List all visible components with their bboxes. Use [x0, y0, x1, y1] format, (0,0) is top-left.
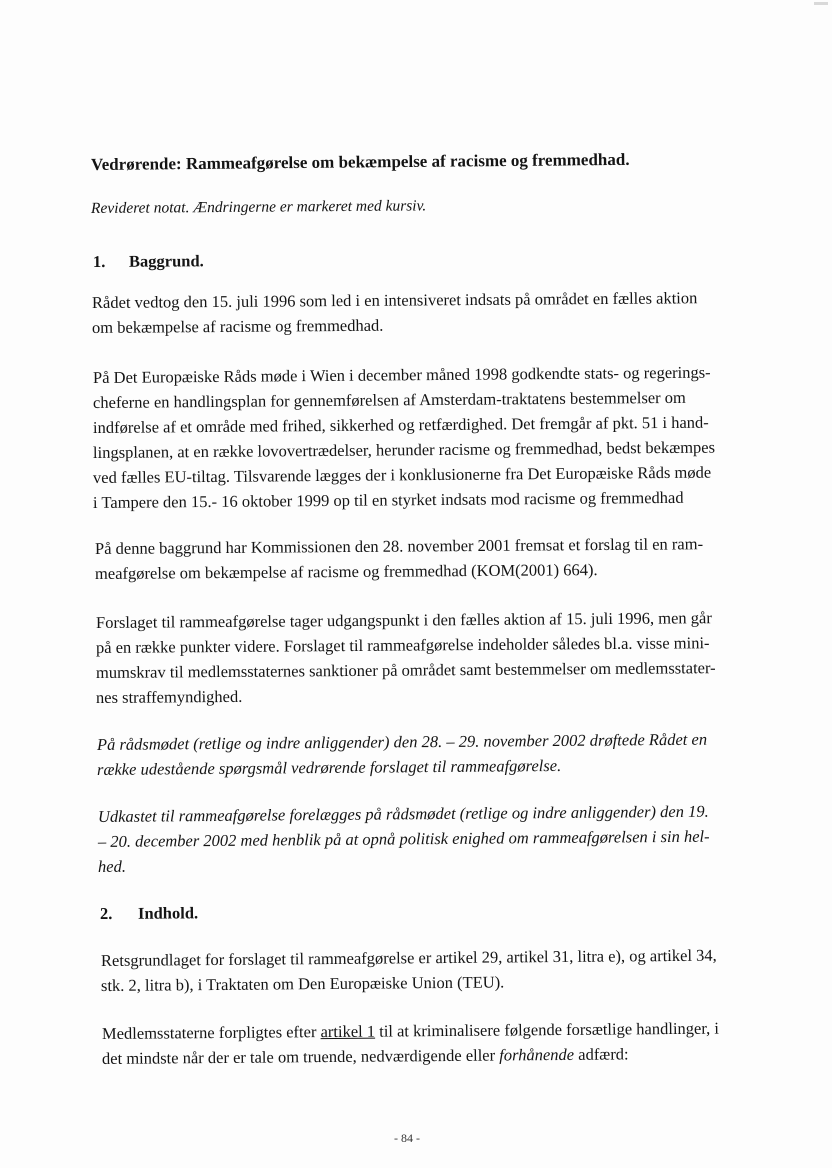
scan-mark — [814, 2, 828, 5]
paragraph-line: stk. 2, litra b), i Traktaten om Den Europæiske Union (TEU). — [100, 972, 505, 995]
paragraph-line — [102, 1044, 629, 1069]
paragraph-line: Forslaget til rammeafgørelse tager udgangspunkt i den fælles aktion af 15. juli 1996, men går — [95, 608, 712, 632]
section-title: Indhold. — [137, 903, 199, 923]
text-run: Medlemsstaterne forpligtes efter — [101, 1022, 321, 1043]
paragraph-line: mumskrav til medlemsstaternes sanktioner på området samt bestemmelser om medlemsstater- — [95, 658, 716, 682]
page-number: - 84 - — [394, 1131, 420, 1145]
paragraph-line: På rådsmødet (retlige og indre anliggender) den 28. – 29. november 2002 drøftede Rådet en — [96, 729, 708, 754]
section-number: 1. — [92, 251, 106, 271]
paragraph-line: Udkastet til rammeafgørelse forelægges på rådsmødet (retlige og indre anliggender) den 19. — [97, 801, 709, 826]
section-number: 2. — [99, 903, 113, 923]
paragraph-line: nes straffemyndighed. — [95, 686, 243, 707]
paragraph-line: række udestående spørgsmål vedrørende forslaget til rammeafgørelse. — [96, 755, 562, 779]
paragraph-line: hed. — [97, 856, 127, 876]
italic-term: forhånende — [499, 1044, 575, 1065]
paragraph-line: Rådet vedtog den 15. juli 1996 som led i en intensiveret indsats på området en fælles aktion — [91, 288, 698, 312]
section-heading-2 — [100, 903, 198, 924]
paragraph-line: på en række punkter videre. Forslaget til rammeafgørelse indeholder således bl.a. visse mini- — [95, 633, 710, 657]
paragraph-line: På denne baggrund har Kommissionen den 28. november 2001 fremsat et forslag til en ram- — [94, 534, 704, 558]
paragraph-line: i Tampere den 15.- 16 oktober 1999 op til en styrket indsats mod racisme og fremmedhad — [92, 487, 684, 512]
article-1-reference: artikel 1 — [320, 1021, 376, 1042]
section-title: Baggrund. — [128, 251, 204, 271]
paragraph-line: meafgørelse om bekæmpelse af racisme og fremmedhad (KOM(2001) 664). — [94, 560, 598, 583]
paragraph-line: – 20. december 2002 med henblik på at opnå politisk enighed om rammeafgørelsen i sin hel- — [97, 826, 710, 851]
section-heading-1 — [93, 251, 204, 272]
paragraph-line: lingsplanen, at en række lovovertrædelser, herunder racisme og fremmedhad, bedst bekæmpes — [92, 437, 716, 462]
paragraph-line: Retsgrundlaget for forslaget til rammeafgørelse er artikel 29, artikel 31, litra e), og artikel 34, — [100, 945, 717, 970]
document-title: Vedrørende: Rammeafgørelse om bekæmpelse af racisme og fremmedhad. — [90, 149, 630, 174]
text-run: adfærd: — [573, 1044, 629, 1064]
text-run: til at kriminalisere følgende forsætlige handlinger, i — [374, 1018, 720, 1041]
document-subtitle: Revideret notat. Ændringerne er markeret med kursiv. — [90, 197, 427, 217]
paragraph-line — [102, 1019, 719, 1044]
paragraph-line: om bekæmpelse af racisme og fremmedhad. — [91, 315, 384, 337]
paragraph-line: På Det Europæiske Råds møde i Wien i december måned 1998 godkendte stats- og regerings- — [92, 362, 711, 387]
paragraph-line: ved fælles EU-tiltag. Tilsvarende lægges der i konklusionerne fra Det Europæiske Råds møde — [92, 462, 712, 487]
paragraph-line: indførelse af et område med frihed, sikkerhed og retfærdighed. Det fremgår af pkt. 51 i hand- — [92, 412, 709, 437]
paragraph-line: cheferne en handlingsplan for gennemførelsen af Amsterdam-traktatens bestemmelser om — [92, 387, 686, 412]
text-run: det mindste når der er tale om truende, nedværdigende eller — [101, 1045, 500, 1068]
